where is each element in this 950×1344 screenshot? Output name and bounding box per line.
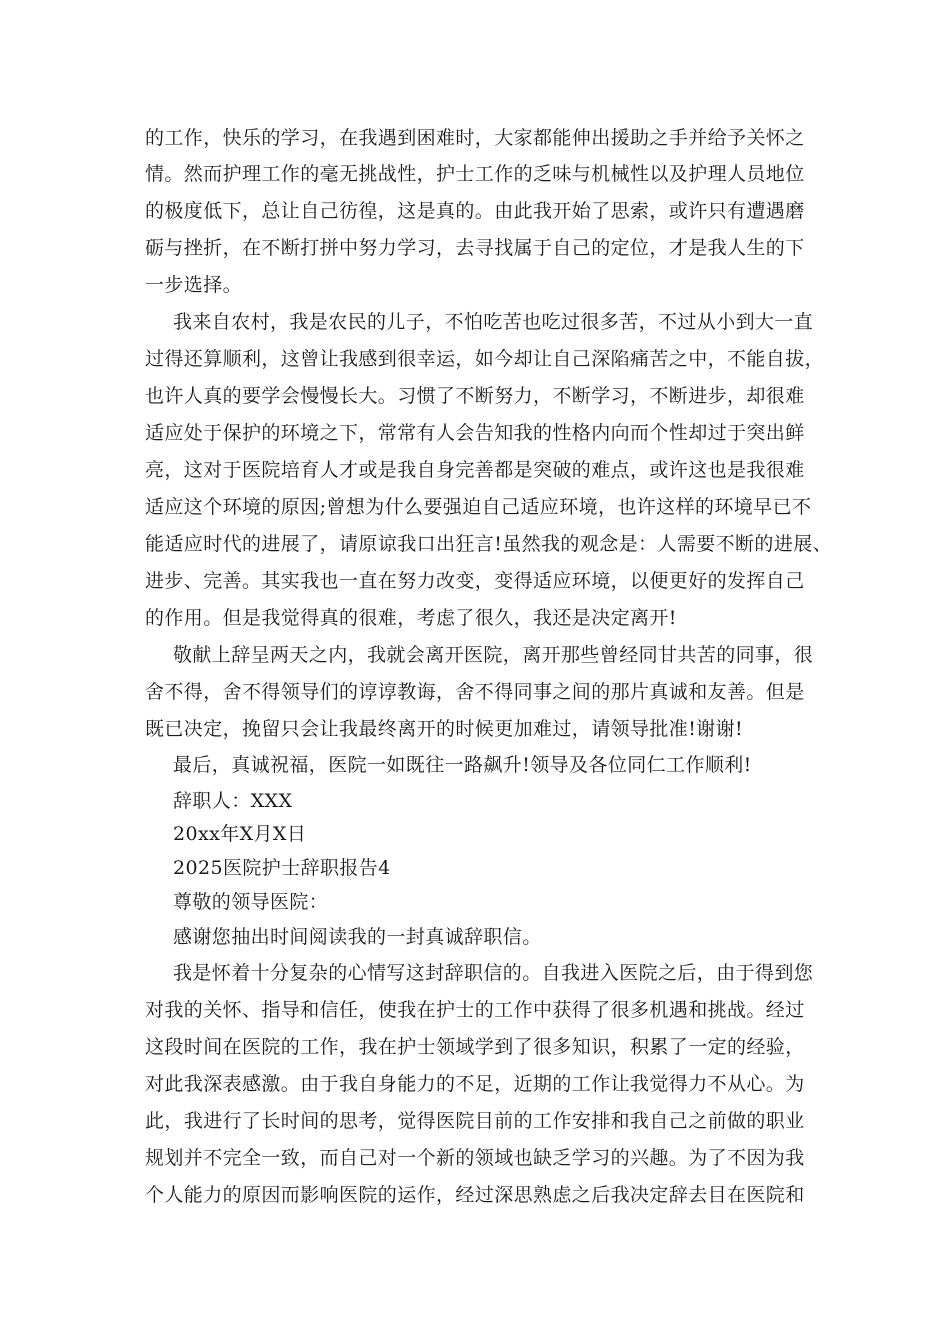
paragraph-1-line-4: 砺与挫折，在不断打拼中努力学习，去寻找属于自己的定位，才是我人生的下 <box>145 237 805 259</box>
paragraph-1-line-1: 的工作，快乐的学习，在我遇到困难时，大家都能伸出援助之手并给予关怀之 <box>145 127 805 149</box>
date: 20xx年X月X日 <box>173 823 307 845</box>
paragraph-1-line-3: 的极度低下，总让自己彷徨，这是真的。由此我开始了思索，或许只有遭遇磨 <box>145 200 805 222</box>
paragraph-2-line-1: 我来自农村，我是农民的儿子，不怕吃苦也吃过很多苦，不过从小到大一直 <box>173 311 814 333</box>
closing-wishes: 最后，真诚祝福，医院一如既往一路飙升!领导及各位同仁工作顺利! <box>173 754 752 776</box>
paragraph-2-line-7: 能适应时代的进展了，请原谅我口出狂言!虽然我的观念是：人需要不断的进展、 <box>145 533 833 555</box>
paragraph-3-line-3: 既已决定，挽留只会让我最终离开的时候更加难过，请领导批准!谢谢! <box>145 718 744 740</box>
paragraph-4-line-6: 规划并不完全一致，而自己对一个新的领域也缺乏学习的兴趣。为了不因为我 <box>145 1147 805 1169</box>
thanks-line: 感谢您抽出时间阅读我的一封真诚辞职信。 <box>173 926 542 948</box>
paragraph-2-line-8: 进步、完善。其实我也一直在努力改变，变得适应环境，以便更好的发挥自己 <box>145 570 805 592</box>
paragraph-1-line-5: 一步选择。 <box>145 274 243 296</box>
paragraph-4-line-7: 个人能力的原因而影响医院的运作，经过深思熟虑之后我决定辞去目在医院和 <box>145 1184 805 1206</box>
paragraph-4-line-3: 这段时间在医院的工作，我在护士领域学到了很多知识，积累了一定的经验， <box>145 1036 805 1058</box>
paragraph-1-line-2: 情。然而护理工作的毫无挑战性，护士工作的乏味与机械性以及护理人员地位 <box>145 163 805 185</box>
paragraph-2-line-2: 过得还算顺利，这曾让我感到很幸运，如今却让自己深陷痛苦之中，不能自拔， <box>145 348 825 370</box>
paragraph-3-line-2: 舍不得，舍不得领导们的谆谆教诲，舍不得同事之间的那片真诚和友善。但是 <box>145 681 805 703</box>
section-title: 2025医院护士辞职报告4 <box>173 857 391 879</box>
paragraph-2-line-3: 也许人真的要学会慢慢长大。习惯了不断努力，不断学习，不断进步，却很难 <box>145 385 805 407</box>
paragraph-2-line-9: 的作用。但是我觉得真的很难，考虑了很久，我还是决定离开! <box>145 607 677 629</box>
paragraph-2-line-6: 适应这个环境的原因;曾想为什么要强迫自己适应环境，也许这样的环境早已不 <box>145 496 812 518</box>
paragraph-4-line-5: 此，我进行了长时间的思考，觉得医院目前的工作安排和我自己之前做的职业 <box>145 1110 805 1132</box>
paragraph-4-line-2: 对我的关怀、指导和信任，使我在护士的工作中获得了很多机遇和挑战。经过 <box>145 999 805 1021</box>
salutation: 尊敬的领导医院： <box>173 891 329 913</box>
paragraph-3-line-1: 敬献上辞呈两天之内，我就会离开医院，离开那些曾经同甘共苦的同事，很 <box>173 644 814 666</box>
paragraph-2-line-4: 适应处于保护的环境之下，常常有人会告知我的性格内向而个性却过于突出鲜 <box>145 422 805 444</box>
paragraph-4-line-1: 我是怀着十分复杂的心情写这封辞职信的。自我进入医院之后，由于得到您 <box>173 962 814 984</box>
signature: 辞职人：XXX <box>173 790 293 812</box>
paragraph-4-line-4: 对此我深表感激。由于我自身能力的不足，近期的工作让我觉得力不从心。为 <box>145 1073 805 1095</box>
paragraph-2-line-5: 亮，这对于医院培育人才或是我自身完善都是突破的难点，或许这也是我很难 <box>145 459 805 481</box>
